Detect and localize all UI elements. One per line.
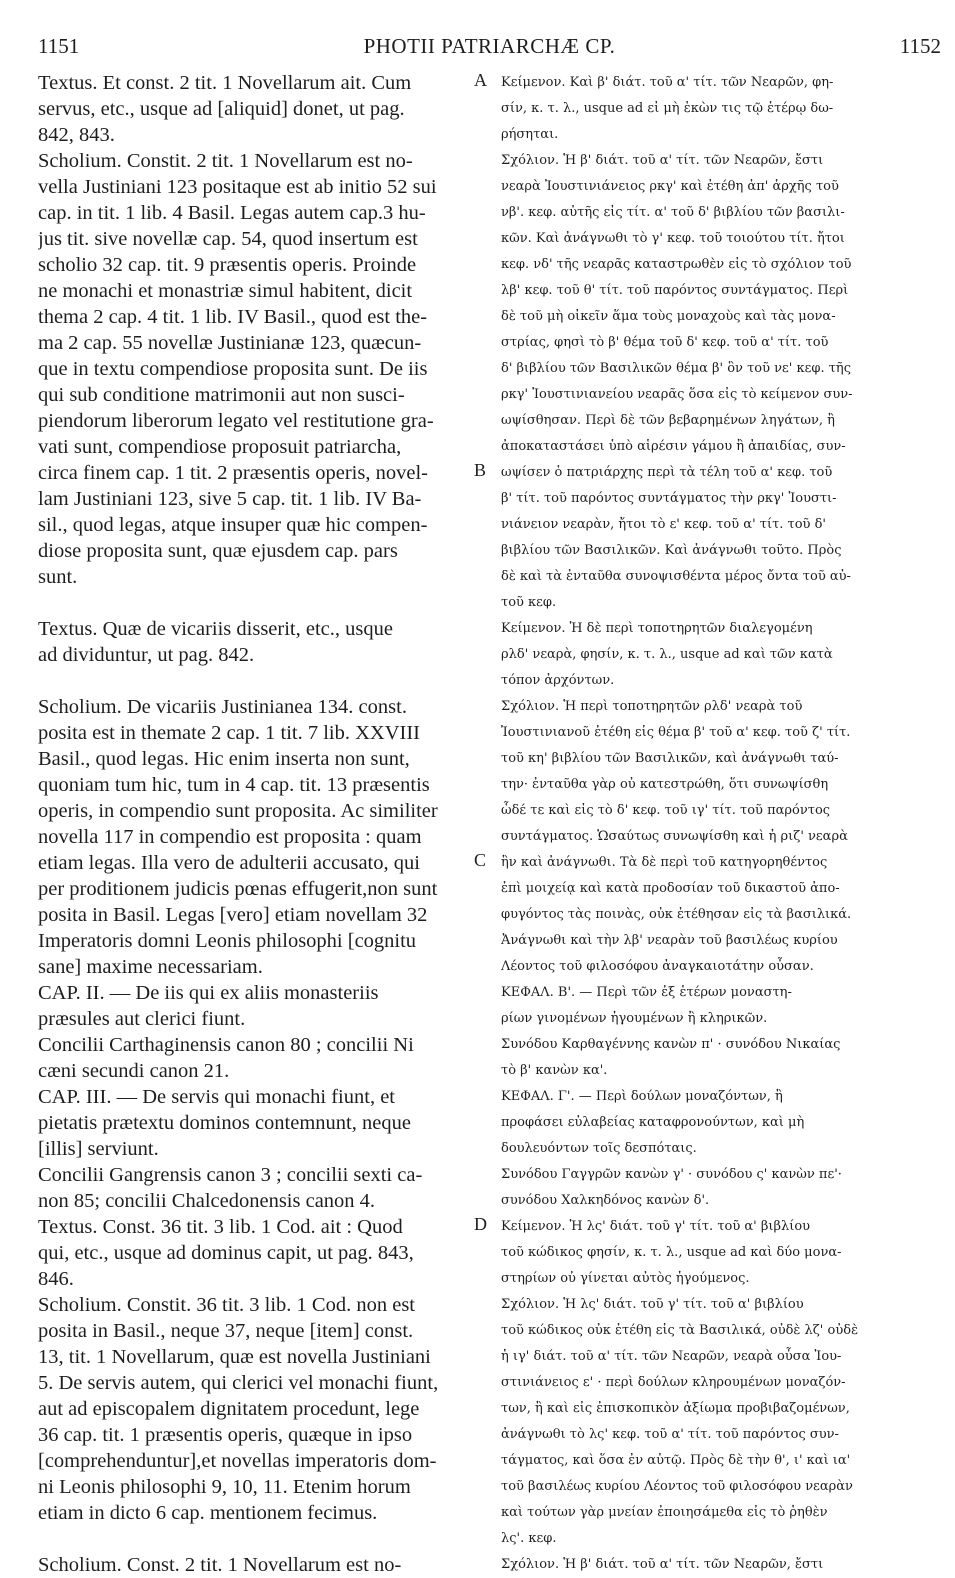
- latin-text-line: 846.: [38, 1268, 74, 1290]
- margin-letter: B: [474, 460, 487, 480]
- latin-column: [38, 70, 466, 1578]
- greek-column: [501, 70, 931, 1578]
- latin-text-line: Concilii Carthaginensis canon 80 ; concilii Ni: [38, 1034, 414, 1056]
- margin-letters: [466, 70, 501, 1578]
- greek-text-line: συντάγματος. Ὡσαύτως συνωψίσθη καὶ ἡ ριζ' νεαρὰ: [501, 829, 848, 844]
- latin-text-line: servus, etc., usque ad [aliquid] donet, ut pag.: [38, 98, 405, 120]
- latin-text-line: scholio 32 cap. tit. 9 præsentis operis. Proinde: [38, 254, 417, 276]
- greek-text-line: τοῦ κεφ.: [501, 595, 557, 610]
- latin-text-line: Concilii Gangrensis canon 3 ; concilii sexti ca-: [38, 1164, 423, 1186]
- greek-text-line: ὧδέ τε καὶ εἰς τὸ δ' κεφ. τοῦ ιγ' τίτ. τοῦ παρόντος: [501, 803, 831, 818]
- greek-text-line: β' τίτ. τοῦ παρόντος συντάγματος τὴν ρκγ' Ἰουστι-: [501, 491, 837, 506]
- greek-text-line: Συνόδου Καρθαγέννης κανὼν π' · συνόδου Νικαίας: [501, 1037, 841, 1052]
- greek-text-line: προφάσει εὐλαβείας καταφρονούντων, καὶ μὴ: [501, 1115, 805, 1130]
- greek-text-line: Σχόλιον. Ἡ περὶ τοποτηρητῶν ρλδ' νεαρὰ τοῦ: [501, 699, 803, 714]
- latin-text-line: Scholium. De vicariis Justinianea 134. const.: [38, 696, 407, 718]
- latin-text-line: Imperatoris domni Leonis philosophi [cognitu: [38, 930, 417, 952]
- greek-text-line: ρήσηται.: [501, 127, 559, 142]
- greek-text-line: την· ἐνταῦθα γὰρ οὐ κατεστρώθη, ὅτι συνωψίσθη: [501, 777, 829, 792]
- greek-text-line: κεφ. νδ' τῆς νεαρᾶς καταστρωθὲν εἰς τὸ σχόλιον τοῦ: [501, 257, 852, 272]
- latin-text-line: ma 2 cap. 55 novellæ Justinianæ 123, quæcun-: [38, 332, 422, 354]
- latin-text-line: Scholium. Const. 2 tit. 1 Novellarum est no-: [38, 1554, 402, 1576]
- latin-text-line: vati sunt, compendiose proposuit patriarcha,: [38, 436, 402, 458]
- greek-text-line: Κείμενον. Καὶ β' διάτ. τοῦ α' τίτ. τῶν Νεαρῶν, φη-: [501, 75, 834, 90]
- latin-text-line: piendorum liberorum legato vel restitutione gra-: [38, 410, 434, 432]
- latin-text-line: circa finem cap. 1 tit. 2 præsentis operis, novel-: [38, 462, 428, 484]
- latin-text-line: jus tit. sive novellæ cap. 54, quod insertum est: [38, 228, 418, 250]
- latin-text-line: diose proposita sunt, quæ ejusdem cap. pars: [38, 540, 398, 562]
- greek-text-line: Ἰουστινιανοῦ ἐτέθη εἰς θέμα β' τοῦ α' κεφ. τοῦ ζ' τίτ.: [501, 725, 851, 740]
- latin-text-line: sil., quod legas, atque insuper quæ hic compen-: [38, 514, 428, 536]
- latin-text-line: posita in Basil. Legas [vero] etiam novellam 32: [38, 904, 428, 926]
- latin-text-line: ni Leonis philosophi 9, 10, 11. Etenim horum: [38, 1476, 411, 1498]
- latin-text-line: 36 cap. tit. 1 præsentis operis, quæque in ipso: [38, 1424, 413, 1446]
- greek-text-line: ωψίσεν ὁ πατριάρχης περὶ τὰ τέλη τοῦ α' κεφ. τοῦ: [501, 465, 833, 480]
- running-title: PHOTII PATRIARCHÆ CP.: [363, 34, 616, 58]
- greek-text-line: ρίων γινομένων ἡγουμένων ἢ κληρικῶν.: [501, 1011, 768, 1026]
- greek-text-line: Ἀνάγνωθι καὶ τὴν λβ' νεαρὰν τοῦ βασιλέως κυρίου: [501, 933, 838, 948]
- latin-text-line: cæni secundi canon 21.: [38, 1060, 230, 1082]
- latin-text-line: posita in Basil., neque 37, neque [item] const.: [38, 1320, 414, 1342]
- greek-text-line: ἣν καὶ ἀνάγνωθι. Τὰ δὲ περὶ τοῦ κατηγορηθέντος: [501, 855, 828, 870]
- margin-letter: D: [474, 1214, 487, 1234]
- greek-text-line: ωψίσθησαν. Περὶ δὲ τῶν βεβαρημένων ληγάτων, ἢ: [501, 413, 835, 428]
- greek-text-line: λβ' κεφ. τοῦ θ' τίτ. τοῦ παρόντος συντάγματος. Περὶ: [501, 283, 849, 298]
- greek-text-line: κῶν. Καὶ ἀνάγνωθι τὸ γ' κεφ. τοῦ τοιούτου τίτ. ἤτοι: [501, 231, 845, 246]
- latin-text-line: ad dividuntur, ut pag. 842.: [38, 644, 255, 666]
- greek-text-line: στινιάνειος ε' · περὶ δούλων κληρουμένων μοναζόν-: [501, 1375, 846, 1390]
- greek-text-line: δὲ καὶ τὰ ἐνταῦθα συνοψισθέντα μέρος ὄντα τοῦ αὐ-: [501, 569, 851, 584]
- greek-text-line: καὶ τούτων γὰρ μνείαν ἐποιησάμεθα εἰς τὸ ῥηθὲν: [501, 1505, 828, 1520]
- greek-text-line: τοῦ κη' βιβλίου τῶν Βασιλικῶν, καὶ ἀνάγνωθι ταύ-: [501, 751, 839, 766]
- greek-text-line: Κείμενον. Ἡ δὲ περὶ τοποτηρητῶν διαλεγομένη: [501, 621, 813, 636]
- latin-text-line: qui, etc., usque ad dominus capit, ut pag. 843,: [38, 1242, 414, 1264]
- latin-text-line: per proditionem judicis pœnas effugerit,non sunt: [38, 878, 438, 900]
- latin-text-line: cap. in tit. 1 lib. 4 Basil. Legas autem cap.3 hu-: [38, 202, 426, 224]
- latin-text-line: sane] maxime necessariam.: [38, 956, 263, 978]
- greek-text-line: ρλδ' νεαρὰ, φησίν, κ. τ. λ., usque ad καὶ τῶν κατὰ: [501, 647, 833, 662]
- greek-text-line: λς'. κεφ.: [501, 1531, 557, 1546]
- greek-text-line: νεαρὰ Ἰουστινιάνειος ρκγ' καὶ ἐτέθη ἀπ' ἀρχῆς τοῦ: [501, 179, 839, 194]
- greek-text-line: Λέοντος τοῦ φιλοσόφου ἀναγκαιοτάτην οὖσαν.: [501, 959, 814, 974]
- latin-text-line: Scholium. Constit. 2 tit. 1 Novellarum est no-: [38, 150, 413, 172]
- greek-text-line: τόπον ἀρχόντων.: [501, 673, 615, 688]
- latin-text-line: operis, in compendio sunt proposita. Ac similiter: [38, 800, 438, 822]
- latin-text-line: CAP. II. — De iis qui ex aliis monasteriis: [38, 982, 379, 1004]
- latin-text-line: [comprehenduntur],et novellas imperatoris dom-: [38, 1450, 437, 1472]
- latin-text-line: qui sub conditione matrimonii aut non susci-: [38, 384, 405, 406]
- greek-text-line: στηρίων οὐ γίνεται αὐτὸς ἡγούμενος.: [501, 1271, 750, 1286]
- right-page-number: 1152: [899, 34, 941, 58]
- latin-text-line: que in textu compendiose proposita sunt. De iis: [38, 358, 428, 380]
- latin-text-line: præsules aut clerici fiunt.: [38, 1008, 246, 1030]
- greek-text-line: δουλευόντων τοῖς δεσπόταις.: [501, 1141, 697, 1156]
- latin-text-line: 5. De servis autem, qui clerici vel monachi fiunt,: [38, 1372, 439, 1394]
- greek-text-line: Σχόλιον. Ἡ λς' διάτ. τοῦ γ' τίτ. τοῦ α' βιβλίου: [501, 1297, 804, 1312]
- latin-text-line: quoniam tum hic, tum in 4 cap. tit. 13 præsentis: [38, 774, 430, 796]
- two-column-body: [38, 70, 941, 1578]
- greek-text-line: ἡ ιγ' διάτ. τοῦ α' τίτ. τῶν Νεαρῶν, νεαρὰ οὖσα Ἰου-: [501, 1349, 842, 1364]
- greek-text-line: τάγματος, καὶ ὅσα ἐν αὐτῷ. Πρὸς δὲ τὴν θ', ι' καὶ ια': [501, 1453, 851, 1468]
- greek-text-line: ἀποκαταστάσει ὑπὸ αἱρέσιν γάμου ἢ ἀπαιδίας, συν-: [501, 439, 846, 454]
- latin-text-line: Textus. Et const. 2 tit. 1 Novellarum ait. Cum: [38, 72, 412, 94]
- latin-text-line: 13, tit. 1 Novellarum, quæ est novella Justiniani: [38, 1346, 431, 1368]
- latin-text-line: Textus. Const. 36 tit. 3 lib. 1 Cod. ait : Quod: [38, 1216, 403, 1238]
- latin-text-line: non 85; concilii Chalcedonensis canon 4.: [38, 1190, 376, 1212]
- greek-text-line: Σχόλιον. Ἡ β' διάτ. τοῦ α' τίτ. τῶν Νεαρῶν, ἔστι: [501, 153, 824, 168]
- greek-text-line: βιβλίου τῶν Βασιλικῶν. Καὶ ἀνάγνωθι τοῦτο. Πρὸς: [501, 543, 842, 558]
- latin-text-line: thema 2 cap. 4 tit. 1 lib. IV Basil., quod est the-: [38, 306, 428, 328]
- greek-text-line: δὲ τοῦ μὴ οἰκεῖν ἅμα τοὺς μοναχοὺς καὶ τὰς μονα-: [501, 309, 836, 324]
- greek-text-line: ἐπὶ μοιχείᾳ καὶ κατὰ προδοσίαν τοῦ δικαστοῦ ἀπο-: [501, 881, 840, 896]
- greek-text-line: ρκγ' Ἰουστινιανείου νεαρᾶς ὅσα εἰς τὸ κείμενον συν-: [501, 387, 853, 402]
- greek-text-line: νβ'. κεφ. αὐτῆς εἰς τίτ. α' τοῦ δ' βιβλίου τῶν βασιλι-: [501, 205, 845, 220]
- latin-text-line: Basil., quod legas. Hic enim inserta non sunt,: [38, 748, 410, 770]
- latin-text-line: posita est in themate 2 cap. 1 tit. 7 lib. XXVIII: [38, 722, 421, 744]
- latin-text-line: Scholium. Constit. 36 tit. 3 lib. 1 Cod. non est: [38, 1294, 415, 1316]
- latin-text-line: pietatis prætextu dominos contemnunt, neque: [38, 1112, 411, 1134]
- greek-text-line: ἀνάγνωθι τὸ λς' κεφ. τοῦ α' τίτ. τοῦ παρόντος συν-: [501, 1427, 839, 1442]
- page-header: [38, 34, 941, 66]
- latin-text-line: vella Justiniani 123 positaque est ab initio 52 sui: [38, 176, 437, 198]
- greek-text-line: τοῦ βασιλέως κυρίου Λέοντος τοῦ φιλοσόφου νεαρὰν: [501, 1479, 853, 1494]
- latin-text-line: novella 117 in compendio est proposita : quam: [38, 826, 422, 848]
- greek-text-line: ΚΕΦΑΛ. Β'. — Περὶ τῶν ἐξ ἑτέρων μοναστη-: [501, 985, 792, 1000]
- latin-text-line: [38, 668, 466, 694]
- greek-text-line: συνόδου Χαλκηδόνος κανὼν δ'.: [501, 1193, 710, 1208]
- greek-text-line: τοῦ κώδικος οὐκ ἐτέθη εἰς τὰ Βασιλικά, οὐδὲ λζ' οὐδὲ: [501, 1323, 859, 1338]
- latin-text-line: etiam legas. Illa vero de adulterii accusato, qui: [38, 852, 420, 874]
- greek-text-line: δ' βιβλίου τῶν Βασιλικῶν θέμα β' ὃν τοῦ νε' κεφ. τῆς: [501, 361, 851, 376]
- greek-text-line: στρίας, φησὶ τὸ β' θέμα τοῦ δ' κεφ. τοῦ α' τίτ. τοῦ: [501, 335, 829, 350]
- greek-text-line: τὸ β' κανὼν κα'.: [501, 1063, 608, 1078]
- greek-text-line: σίν, κ. τ. λ., usque ad εἰ μὴ ἑκὼν τις τῷ ἑτέρῳ δω-: [501, 101, 834, 116]
- greek-text-line: Συνόδου Γαγγρῶν κανὼν γ' · συνόδου ς' κανὼν πε'·: [501, 1167, 842, 1182]
- latin-text-line: [38, 590, 466, 616]
- latin-text-line: lam Justiniani 123, sive 5 cap. tit. 1 lib. IV Ba-: [38, 488, 422, 510]
- latin-text-line: sunt.: [38, 566, 78, 588]
- greek-text-line: των, ἢ καὶ εἰς ἐπισκοπικὸν ἀξίωμα προβιβαζομένων,: [501, 1401, 850, 1416]
- greek-text-line: Σχόλιον. Ἡ β' διάτ. τοῦ α' τίτ. τῶν Νεαρῶν, ἔστι: [501, 1557, 824, 1572]
- latin-text-line: CAP. III. — De servis qui monachi fiunt, et: [38, 1086, 395, 1108]
- latin-text-line: ne monachi et monastriæ simul habitent, dicit: [38, 280, 413, 302]
- latin-text-line: [illis] serviunt.: [38, 1138, 159, 1160]
- latin-text-line: etiam in dicto 6 cap. mentionem fecimus.: [38, 1502, 378, 1524]
- latin-text-line: Textus. Quæ de vicariis disserit, etc., usque: [38, 618, 393, 640]
- greek-text-line: φυγόντος τὰς ποινὰς, οὐκ ἐτέθησαν εἰς τὰ βασιλικά.: [501, 907, 852, 922]
- margin-letter: C: [474, 850, 487, 870]
- latin-text-line: aut ad episcopalem dignitatem procedunt, lege: [38, 1398, 420, 1420]
- margin-letter: A: [474, 70, 487, 90]
- latin-text-line: 842, 843.: [38, 124, 115, 146]
- greek-text-line: νιάνειον νεαρὰν, ἤτοι τὸ ε' κεφ. τοῦ α' τίτ. τοῦ δ': [501, 517, 826, 532]
- greek-text-line: Κείμενον. Ἡ λς' διάτ. τοῦ γ' τίτ. τοῦ α' βιβλίου: [501, 1219, 811, 1234]
- greek-text-line: τοῦ κώδικος φησίν, κ. τ. λ., usque ad καὶ δύο μονα-: [501, 1245, 842, 1260]
- greek-text-line: ΚΕΦΑΛ. Γ'. — Περὶ δούλων μοναζόντων, ἢ: [501, 1089, 783, 1104]
- latin-text-line: [38, 1526, 466, 1552]
- left-page-number: 1151: [38, 34, 80, 58]
